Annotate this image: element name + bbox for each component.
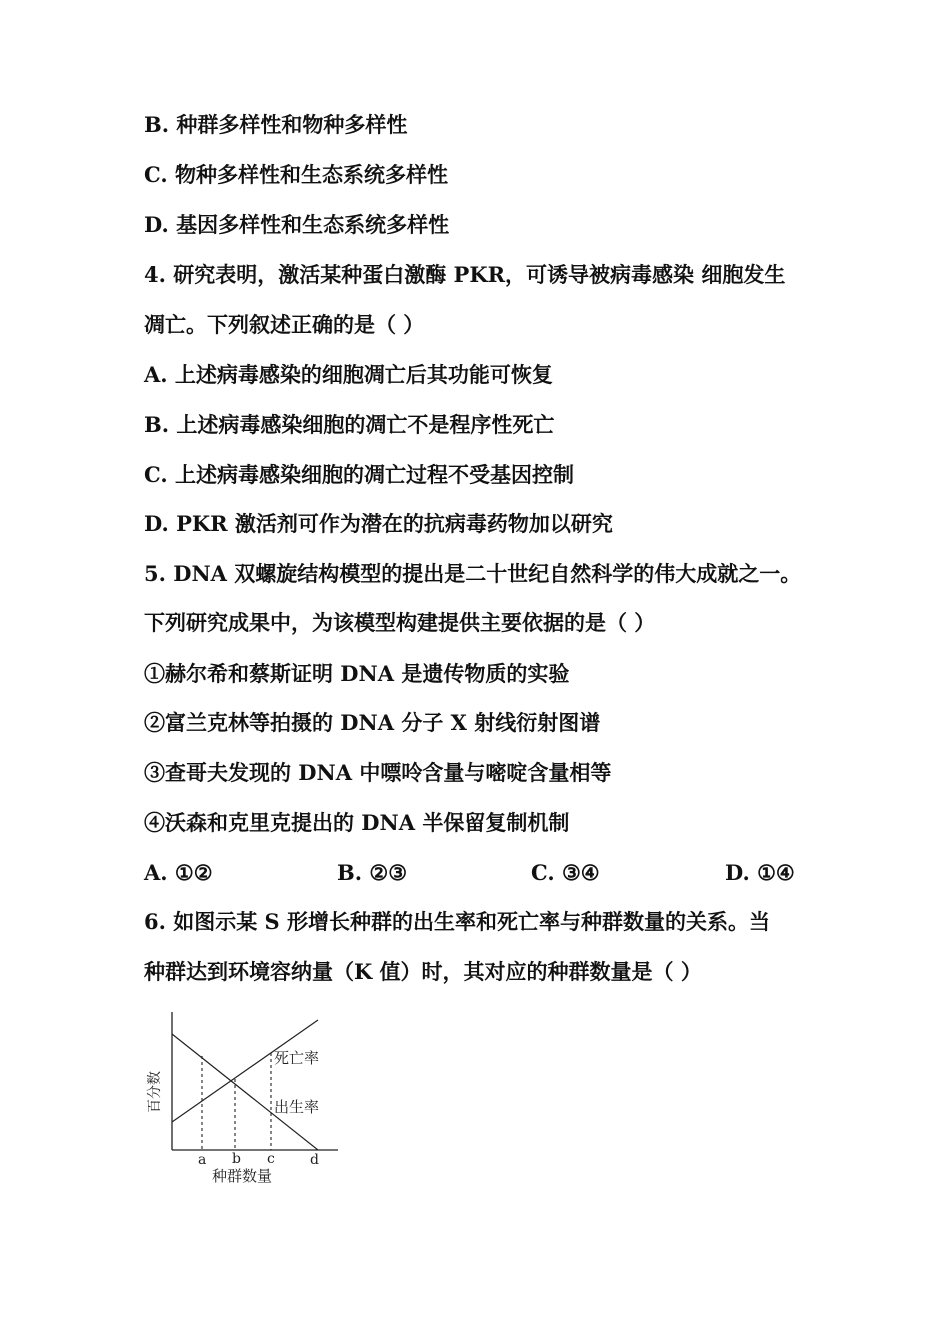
q3-option-c: C. 物种多样性和生态系统多样性 (144, 162, 448, 187)
q5-item-1: ①赫尔希和蔡斯证明 DNA 是遗传物质的实验 (144, 661, 570, 686)
q4-option-c: C. 上述病毒感染细胞的凋亡过程不受基因控制 (144, 462, 574, 487)
birth-death-rate-figure (140, 1005, 350, 1190)
q4-stem-line-2: 凋亡。下列叙述正确的是（ ） (144, 312, 425, 337)
death-rate-label: 死亡率 (274, 1049, 320, 1067)
tick-d: d (310, 1152, 319, 1168)
q5-item-4: ④沃森和克里克提出的 DNA 半保留复制机制 (144, 810, 570, 835)
q6-stem-line-1: 6. 如图示某 S 形增长种群的出生率和死亡率与种群数量的关系。当 (144, 909, 771, 934)
q5-option-b: B. ②③ (337, 860, 408, 885)
tick-a: a (198, 1152, 207, 1168)
q5-option-a: A. ①② (144, 860, 213, 885)
q4-option-b: B. 上述病毒感染细胞的凋亡不是程序性死亡 (144, 412, 555, 437)
tick-c: c (267, 1151, 275, 1167)
q4-option-a: A. 上述病毒感染的细胞凋亡后其功能可恢复 (144, 362, 553, 387)
q6-stem-line-2: 种群达到环境容纳量（K 值）时，其对应的种群数量是（ ） (144, 959, 702, 984)
q5-stem-line-2: 下列研究成果中，为该模型构建提供主要依据的是（ ） (144, 610, 656, 635)
q3-option-b: B. 种群多样性和物种多样性 (144, 112, 408, 137)
q4-stem-line-1: 4. 研究表明，激活某种蛋白激酶 PKR，可诱导被病毒感染 细胞发生 (144, 262, 786, 287)
birth-rate-label: 出生率 (274, 1098, 320, 1116)
y-axis-label: 百分数 (147, 1071, 163, 1113)
q5-item-3: ③查哥夫发现的 DNA 中嘌呤含量与嘧啶含量相等 (144, 760, 612, 785)
q5-option-c: C. ③④ (531, 860, 600, 885)
tick-b: b (232, 1151, 241, 1167)
q5-option-d: D. ①④ (725, 860, 795, 885)
q3-option-d: D. 基因多样性和生态系统多样性 (144, 212, 450, 237)
q5-stem-line-1: 5. DNA 双螺旋结构模型的提出是二十世纪自然科学的伟大成就之一。 (144, 561, 802, 586)
q4-option-d: D. PKR 激活剂可作为潜在的抗病毒药物加以研究 (144, 511, 613, 536)
q5-item-2: ②富兰克林等拍摄的 DNA 分子 X 射线衍射图谱 (144, 710, 601, 735)
x-axis-label: 种群数量 (212, 1167, 273, 1185)
